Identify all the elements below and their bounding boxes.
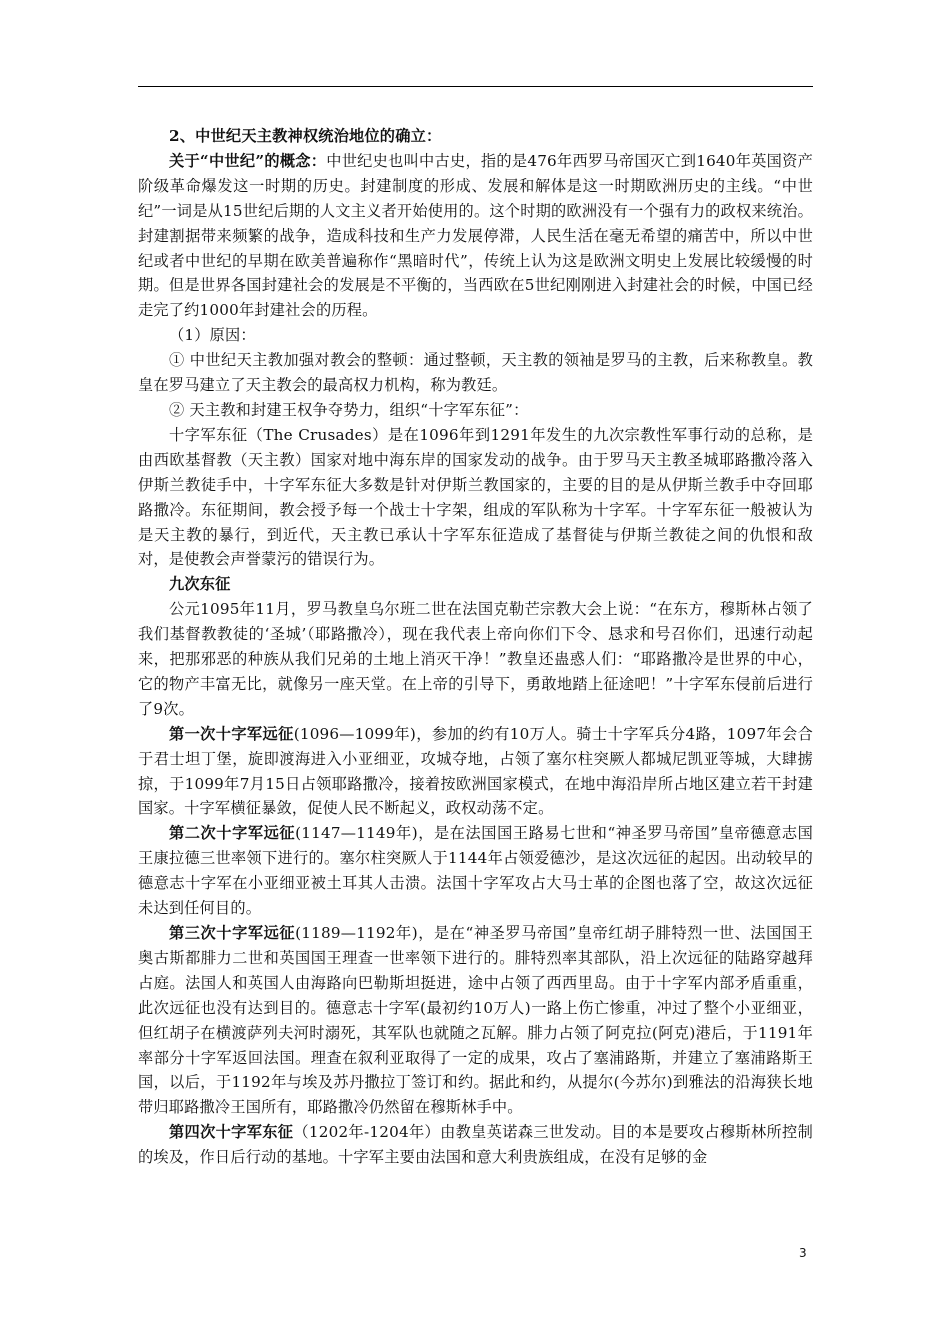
- crusade-entry-1: [138, 722, 813, 822]
- crusade-entry-text: (1189—1192年)，是在“神圣罗马帝国”皇帝红胡子腓特烈一世、法国国王奥古斯都腓力二世和英国国王理查一世率领下进行的。腓特烈率其部队，沿上次远征的陆路穿越拜占庭。法国人和英国人由海路向巴勒斯坦挺进，途中占领了西西里岛。由于十字军内部矛盾重重，此次远征也没有达到目的。德意志十字军(最初约10万人)一路上伤亡惨重，冲过了整个小亚细亚，但红胡子在横渡萨列夫河时溺死，其军队也就随之瓦解。腓力占领了阿克拉(阿克)港后，于1191年率部分十字军返回法国。理查在叙利亚取得了一定的成果，攻占了塞浦路斯，并建立了塞浦路斯王国，以后，于1192年与埃及苏丹撒拉丁签订和约。据此和约，从提尔(今苏尔)到雅法的沿海狭长地带归耶路撒冷王国所有，耶路撒冷仍然留在穆斯林手中。: [138, 924, 813, 1117]
- crusade-entry-text: (1096—1099年)，参加的约有10万人。骑士十字军兵分4路，1097年会合于君士坦丁堡，旋即渡海进入小亚细亚，攻城夺地，占领了塞尔柱突厥人都城尼凯亚等城，大肆掳掠，于1099年7月15日占领耶路撒冷，接着按欧洲国家模式，在地中海沿岸所占地区建立若干封建国家。十字军横征暴敛，促使人民不断起义，政权动荡不定。: [138, 724, 813, 818]
- crusade-entry-title: 第一次十字军远征: [169, 724, 294, 743]
- section-title: 2、中世纪天主教神权统治地位的确立：: [169, 127, 442, 145]
- crusade-entry-2: [138, 821, 813, 921]
- crusade-entry-text: （1202年-1204年）由教皇英诺森三世发动。目的本是要攻占穆斯林所控制的埃及，作日后行动的基地。十字军主要由法国和意大利贵族组成，在没有足够的金: [138, 1123, 813, 1167]
- nine-crusades-heading: 九次东征: [169, 575, 231, 594]
- page-number: 3: [799, 1246, 807, 1260]
- crusade-entry-title: 第三次十字军远征: [169, 924, 296, 942]
- crusade-entry-4: [138, 1120, 813, 1170]
- cause-point-2: ② 天主教和封建王权争夺势力，组织“十字军东征”：: [169, 400, 529, 419]
- nine-crusades-intro: 公元1095年11月，罗马教皇乌尔班二世在法国克勒芒宗教大会上说：“在东方，穆斯林占领了我们基督教教徒的‘圣城’（耶路撒冷），现在我代表上帝向你们下令、恳求和号召你们，迅速行动起来，把那邪恶的种族从我们兄弟的土地上消灭干净！”教皇还蛊惑人们：“耶路撒冷是世界的中心，它的物产丰富无比，就像另一座天堂。在上帝的引导下，勇敢地踏上征途吧！”十字军东侵前后进行了9次。: [138, 600, 813, 718]
- middle-ages-lead: 关于“中世纪”的概念：: [169, 151, 327, 170]
- crusade-entry-3: [138, 921, 813, 1120]
- document-body: [138, 124, 813, 1170]
- crusade-entry-text: (1147—1149年)，是在法国国王路易七世和“神圣罗马帝国”皇帝德意志国王康拉德三世率领下进行的。塞尔柱突厥人于1144年占领爱德沙，是这次远征的起因。出动较早的德意志十字军在小亚细亚被土耳其人击溃。法国十字军攻占大马士革的企图也落了空，故这次远征未达到任何目的。: [138, 824, 813, 918]
- middle-ages-text: 中世纪史也叫中古史，指的是476年西罗马帝国灭亡到1640年英国资产阶级革命爆发这一时期的历史。封建制度的形成、发展和解体是这一时期欧洲历史的主线。“中世纪”一词是从15世纪后期的人文主义者开始使用的。这个时期的欧洲没有一个强有力的政权来统治。封建割据带来频繁的战争，造成科技和生产力发展停滞，人民生活在毫无希望的痛苦中，所以中世纪或者中世纪的早期在欧美普遍称作“黑暗时代”，传统上认为这是欧洲文明史上发展比较缓慢的时期。但是世界各国封建社会的发展是不平衡的，当西欧在5世纪刚刚进入封建社会的时候，中国已经走完了约1000年封建社会的历程。: [138, 151, 813, 320]
- middle-ages-paragraph: [138, 149, 813, 323]
- crusades-intro-paragraph: 十字军东征（The Crusades）是在1096年到1291年发生的九次宗教性军事行动的总称，是由西欧基督教（天主教）国家对地中海东岸的国家发动的战争。由于罗马天主教圣城耶路撒冷落入伊斯兰教徒手中，十字军东征大多数是针对伊斯兰教国家的，主要的目的是从伊斯兰教手中夺回耶路撒冷。东征期间，教会授予每一个战士十字架，组成的军队称为十字军。十字军东征一般被认为是天主教的暴行，到近代，天主教已承认十字军东征造成了基督徒与伊斯兰教徒之间的仇恨和敌对，是使教会声誉蒙污的错误行为。: [138, 425, 813, 569]
- causes-heading: （1）原因：: [169, 326, 256, 345]
- cause-point-1: ① 中世纪天主教加强对教会的整顿：通过整顿，天主教的领袖是罗马的主教，后来称教皇。教皇在罗马建立了天主教会的最高权力机构，称为教廷。: [138, 351, 813, 395]
- header-rule: [138, 86, 813, 87]
- crusade-entry-title: 第二次十字军远征: [169, 824, 296, 843]
- crusade-entry-title: 第四次十字军东征: [169, 1123, 294, 1142]
